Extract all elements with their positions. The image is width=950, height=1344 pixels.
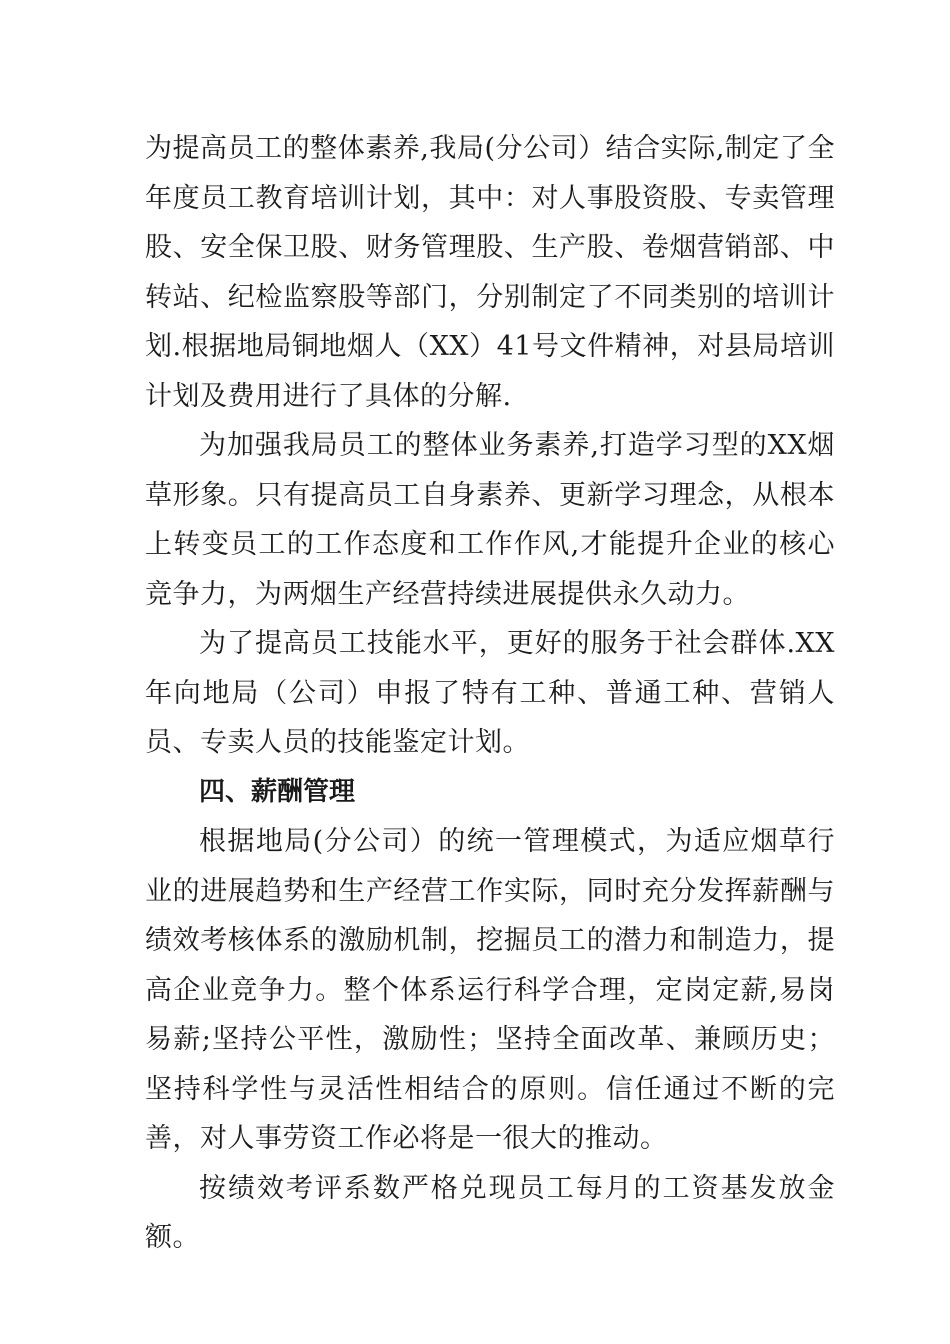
paragraph-skill-appraisal: 为了提高员工技能水平，更好的服务于社会群体.XX年向地局（公司）申报了特有工种、普通工种、营销人员、专卖人员的技能鉴定计划。 [145, 628, 835, 758]
document-page [145, 124, 835, 1263]
paragraph-performance-pay: 按绩效考评系数严格兑现员工每月的工资基发放金额。 [145, 1172, 835, 1253]
paragraph-salary-system: 根据地局(分公司）的统一管理模式，为适应烟草行业的进展趋势和生产经营工作实际，同时充分发挥薪酬与绩效考核体系的激励机制，挖掘员工的潜力和制造力，提高企业竞争力。整个体系运行科学合理，定岗定薪,易岗易薪;坚持公平性，激励性；坚持全面改革、兼顾历史；坚持科学性与灵活性相结合的原则。信任通过不断的完善，对人事劳资工作必将是一很大的推动。 [145, 826, 835, 1154]
section-heading-salary: 四、薪酬管理 [199, 776, 356, 807]
paragraph-business-quality: 为加强我局员工的整体业务素养,打造学习型的XX烟草形象。只有提高员工自身素养、更新学习理念，从根本上转变员工的工作态度和工作作风,才能提升企业的核心竞争力，为两烟生产经营持续进展提供永久动力。 [145, 430, 835, 610]
paragraph-training-plan: 为提高员工的整体素养,我局(分公司）结合实际,制定了全年度员工教育培训计划，其中：对人事股资股、专卖管理股、安全保卫股、财务管理股、生产股、卷烟营销部、中转站、纪检监察股等部门，分别制定了不同类别的培训计划.根据地局铜地烟人（XX）41号文件精神，对县局培训计划及费用进行了具体的分解. [145, 133, 835, 412]
